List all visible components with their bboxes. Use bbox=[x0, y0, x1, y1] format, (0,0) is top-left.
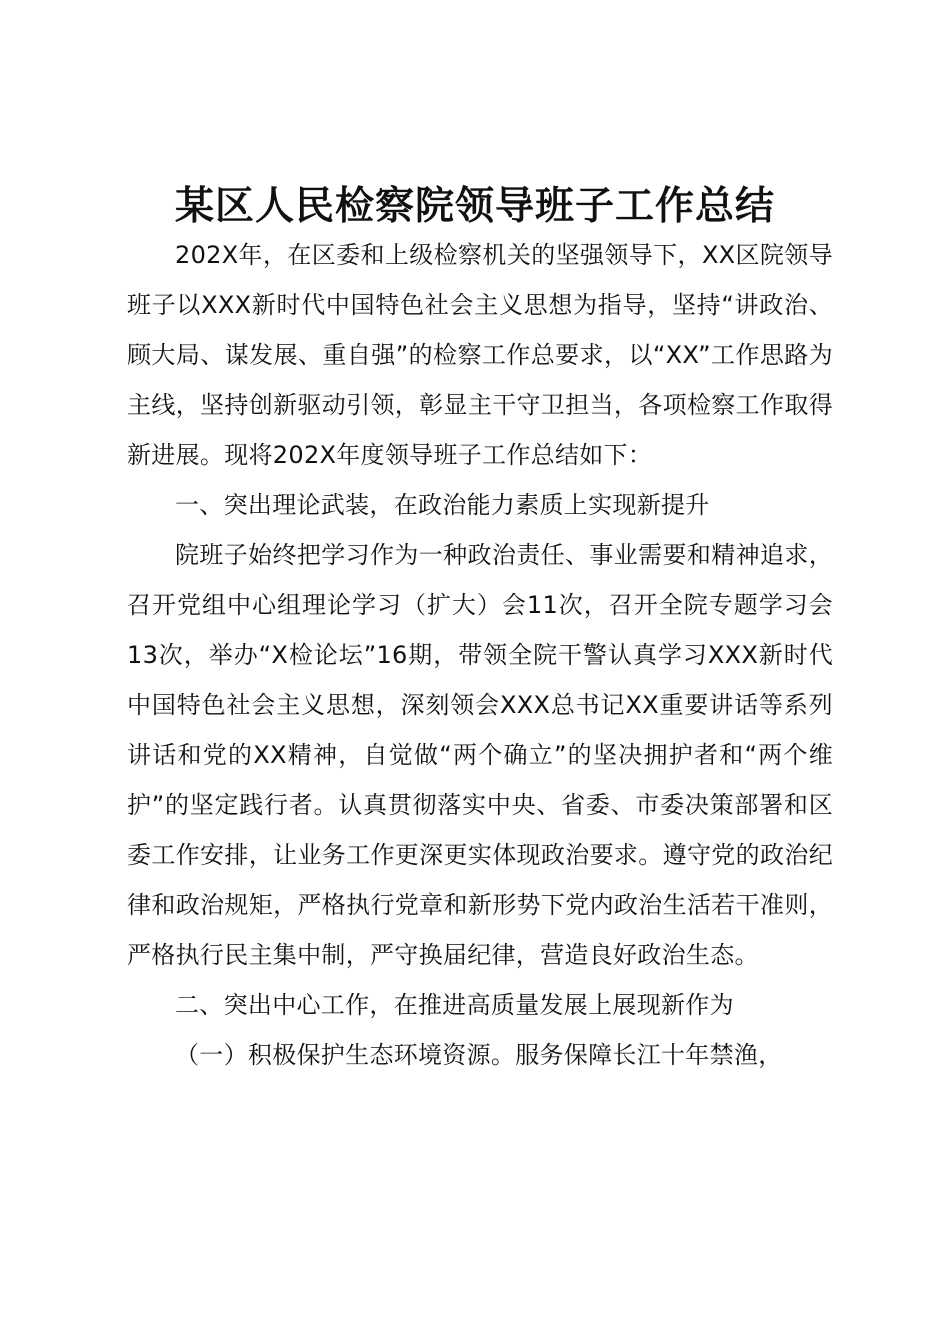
document-title: 某区人民检察院领导班子工作总结 bbox=[174, 183, 775, 229]
document-body bbox=[127, 230, 833, 1080]
section-1-paragraph: 院班子始终把学习作为一种政治责任、事业需要和精神追求，召开党组中心组理论学习（扩大）会11次，召开全院专题学习会13次，举办“X检论坛”16期，带领全院干警认真学习XXX新时代中国特色社会主义思想，深刻领会XXX总书记XX重要讲话等系列讲话和党的XX精神，自觉做“两个确立”的坚决拥护者和“两个维护”的坚定践行者。认真贯彻落实中央、省委、市委决策部署和区委工作安排，让业务工作更深更实体现政治要求。遵守党的政治纪律和政治规矩，严格执行党章和新形势下党内政治生活若干准则，严格执行民主集中制，严守换届纪律，营造良好政治生态。 bbox=[127, 541, 833, 969]
section-2-paragraph: （一）积极保护生态环境资源。服务保障长江十年禁渔， bbox=[175, 1041, 783, 1069]
section-1-heading: 一、突出理论武装，在政治能力素质上实现新提升 bbox=[175, 491, 710, 519]
intro-paragraph: 202X年，在区委和上级检察机关的坚强领导下，XX区院领导班子以XXX新时代中国特色社会主义思想为指导，坚持“讲政治、顾大局、谋发展、重自强”的检察工作总要求，以“XX”工作思路为主线，坚持创新驱动引领，彰显主干守卫担当，各项检察工作取得新进展。现将202X年度领导班子工作总结如下： bbox=[127, 241, 833, 469]
section-2-heading: 二、突出中心工作，在推进高质量发展上展现新作为 bbox=[175, 991, 734, 1019]
